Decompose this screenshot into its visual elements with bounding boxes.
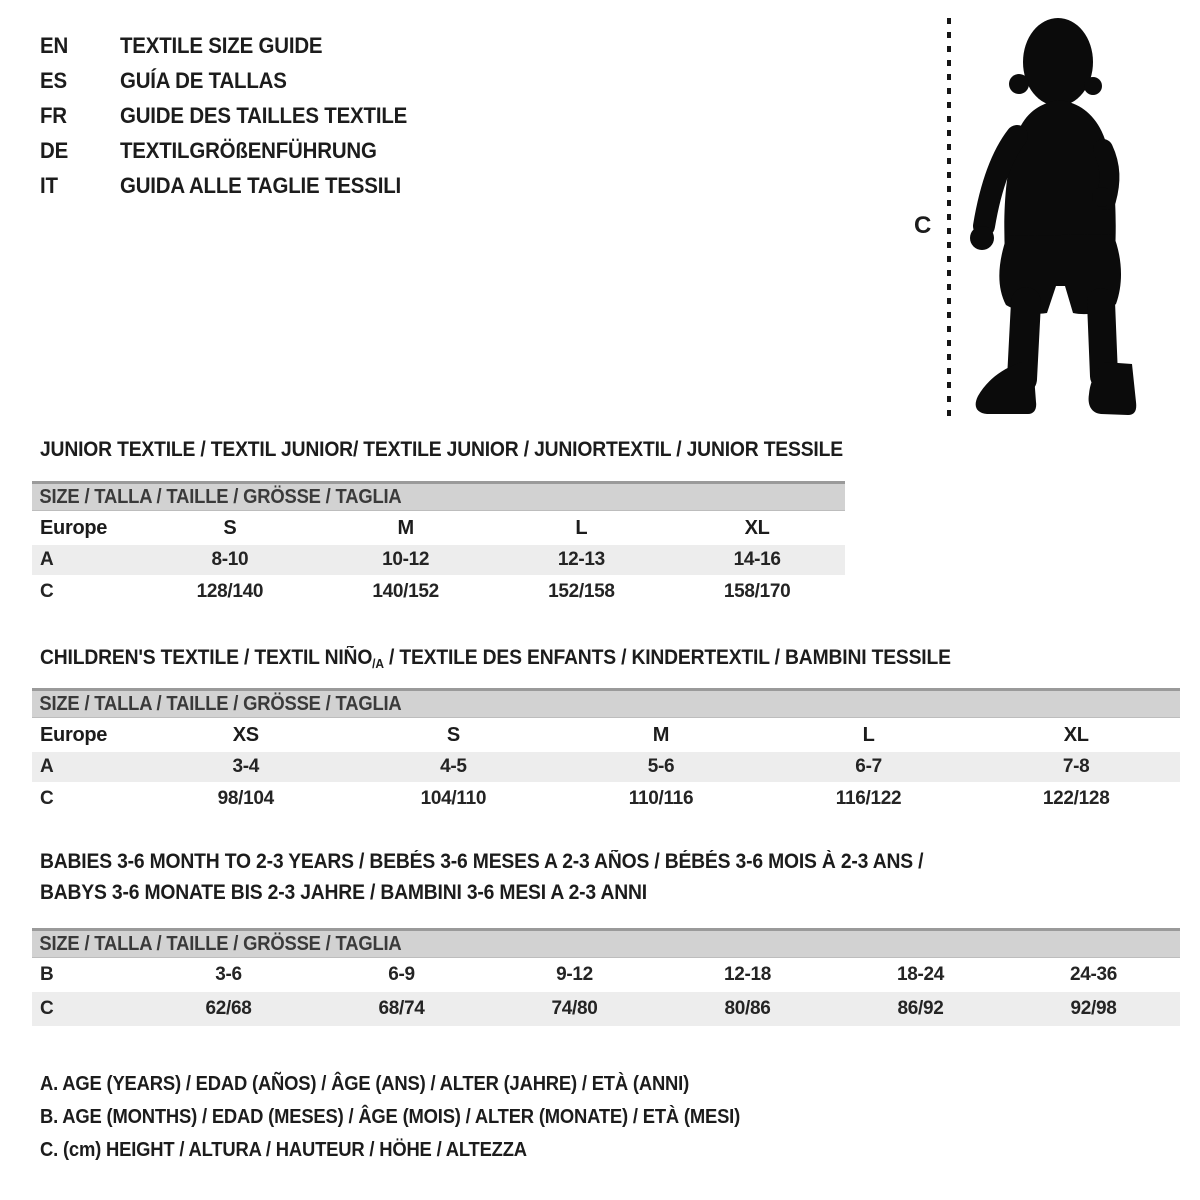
- junior-section-title: JUNIOR TEXTILE / TEXTIL JUNIOR/ TEXTILE JUNIOR / JUNIORTEXTIL / JUNIOR TESSILE: [40, 438, 843, 461]
- language-row: [40, 63, 407, 98]
- row-label: A: [40, 549, 54, 570]
- guide-title: TEXTILGRÖßENFÜHRUNG: [119, 137, 377, 163]
- table-cell: 68/74: [378, 998, 425, 1019]
- size-header-label: SIZE / TALLA / TAILLE / GRÖSSE / TAGLIA: [39, 485, 402, 508]
- table-row: [32, 545, 845, 575]
- region-column-header: Europe: [40, 516, 108, 539]
- size-header-label: SIZE / TALLA / TAILLE / GRÖSSE / TAGLIA: [39, 692, 402, 715]
- language-row: [40, 168, 407, 203]
- table-header-row: [32, 511, 845, 545]
- table-cell: 5-6: [647, 756, 675, 777]
- row-label: C: [40, 998, 54, 1019]
- size-column-header: L: [575, 516, 588, 539]
- language-code: ES: [40, 67, 67, 93]
- legend-line-a: A. AGE (YEARS) / EDAD (AÑOS) / ÂGE (ANS) / ALTER (JAHRE) / ETÀ (ANNI): [40, 1073, 690, 1095]
- row-label: B: [40, 964, 54, 985]
- table-row: [32, 752, 1180, 782]
- table-row: [32, 575, 845, 609]
- babies-section-title: [40, 846, 1000, 908]
- table-cell: 86/92: [897, 998, 944, 1019]
- legend-line-b: B. AGE (MONTHS) / EDAD (MESES) / ÂGE (MOIS) / ALTER (MONATE) / ETÀ (MESI): [40, 1106, 741, 1128]
- table-cell: 3-6: [215, 964, 242, 985]
- children-title-text: / TEXTILE DES ENFANTS / KINDERTEXTIL / BAMBINI TESSILE: [383, 646, 951, 669]
- guide-title: GUIDE DES TAILLES TEXTILE: [119, 102, 408, 128]
- row-label: A: [40, 756, 54, 777]
- language-code: DE: [40, 137, 69, 163]
- children-size-table: [32, 688, 1180, 816]
- size-header-bar: [32, 481, 845, 511]
- junior-size-table: [32, 481, 845, 609]
- region-column-header: Europe: [40, 723, 108, 746]
- babies-title-line: BABIES 3-6 MONTH TO 2-3 YEARS / BEBÉS 3-6 MESES A 2-3 AÑOS / BÉBÉS 3-6 MOIS À 2-3 ANS /: [40, 850, 924, 873]
- table-cell: 6-7: [855, 756, 882, 777]
- babies-size-table: [32, 928, 1180, 1026]
- table-cell: 10-12: [382, 549, 430, 570]
- table-cell: 9-12: [556, 964, 593, 985]
- size-column-header: S: [446, 723, 460, 746]
- table-row: [32, 782, 1180, 816]
- table-cell: 104/110: [420, 788, 487, 809]
- row-label: C: [40, 581, 54, 602]
- toddler-silhouette-icon: [965, 14, 1140, 419]
- size-column-header: XS: [232, 723, 259, 746]
- legend-line-c: C. (cm) HEIGHT / ALTURA / HAUTEUR / HÖHE / ALTEZZA: [40, 1139, 527, 1161]
- table-cell: 14-16: [733, 549, 781, 570]
- table-cell: 4-5: [440, 756, 467, 777]
- language-title-list: [40, 28, 435, 203]
- children-title-subscript: /A: [372, 656, 384, 671]
- language-code: FR: [40, 102, 67, 128]
- height-measure-label: C: [914, 212, 932, 239]
- table-row: [32, 992, 1180, 1026]
- row-label: C: [40, 788, 54, 809]
- guide-title: GUIDA ALLE TAGLIE TESSILI: [119, 172, 402, 198]
- table-cell: 122/128: [1042, 788, 1110, 809]
- height-measure-dashed-line: [947, 18, 951, 417]
- legend: [40, 1068, 801, 1167]
- table-cell: 24-36: [1069, 964, 1118, 985]
- table-cell: 98/104: [217, 788, 274, 809]
- table-cell: 12-13: [557, 549, 605, 570]
- table-cell: 8-10: [211, 549, 249, 570]
- table-cell: 80/86: [724, 998, 771, 1019]
- table-header-row: [32, 718, 1180, 752]
- size-header-label: SIZE / TALLA / TAILLE / GRÖSSE / TAGLIA: [39, 932, 402, 955]
- table-cell: 116/122: [835, 788, 902, 809]
- size-column-header: M: [397, 516, 414, 539]
- guide-title: TEXTILE SIZE GUIDE: [119, 32, 323, 58]
- children-section-title: [40, 642, 951, 679]
- size-header-bar: [32, 688, 1180, 718]
- size-column-header: XL: [744, 516, 770, 539]
- table-cell: 3-4: [232, 756, 260, 777]
- size-column-header: XL: [1063, 723, 1089, 746]
- table-cell: 158/170: [723, 581, 791, 602]
- table-cell: 110/116: [628, 788, 694, 809]
- size-header-bar: [32, 928, 1180, 958]
- table-cell: 12-18: [723, 964, 772, 985]
- language-code: EN: [40, 32, 69, 58]
- children-title-text: CHILDREN'S TEXTILE / TEXTIL NIÑO: [40, 646, 373, 669]
- size-column-header: M: [652, 723, 670, 746]
- language-row: [40, 133, 407, 168]
- table-cell: 7-8: [1062, 756, 1090, 777]
- language-row: [40, 28, 407, 63]
- babies-title-line: BABYS 3-6 MONATE BIS 2-3 JAHRE / BAMBINI 3-6 MESI A 2-3 ANNI: [40, 881, 647, 904]
- table-cell: 128/140: [196, 581, 264, 602]
- table-cell: 74/80: [551, 998, 598, 1019]
- table-cell: 140/152: [372, 581, 439, 602]
- table-cell: 152/158: [548, 581, 615, 602]
- table-cell: 62/68: [205, 998, 252, 1019]
- size-column-header: L: [862, 723, 875, 746]
- table-cell: 18-24: [896, 964, 945, 985]
- language-row: [40, 98, 407, 133]
- table-cell: 6-9: [388, 964, 415, 985]
- table-row: [32, 958, 1180, 992]
- size-column-header: S: [223, 516, 237, 539]
- language-code: IT: [40, 172, 58, 198]
- guide-title: GUÍA DE TALLAS: [119, 67, 287, 93]
- table-cell: 92/98: [1070, 998, 1117, 1019]
